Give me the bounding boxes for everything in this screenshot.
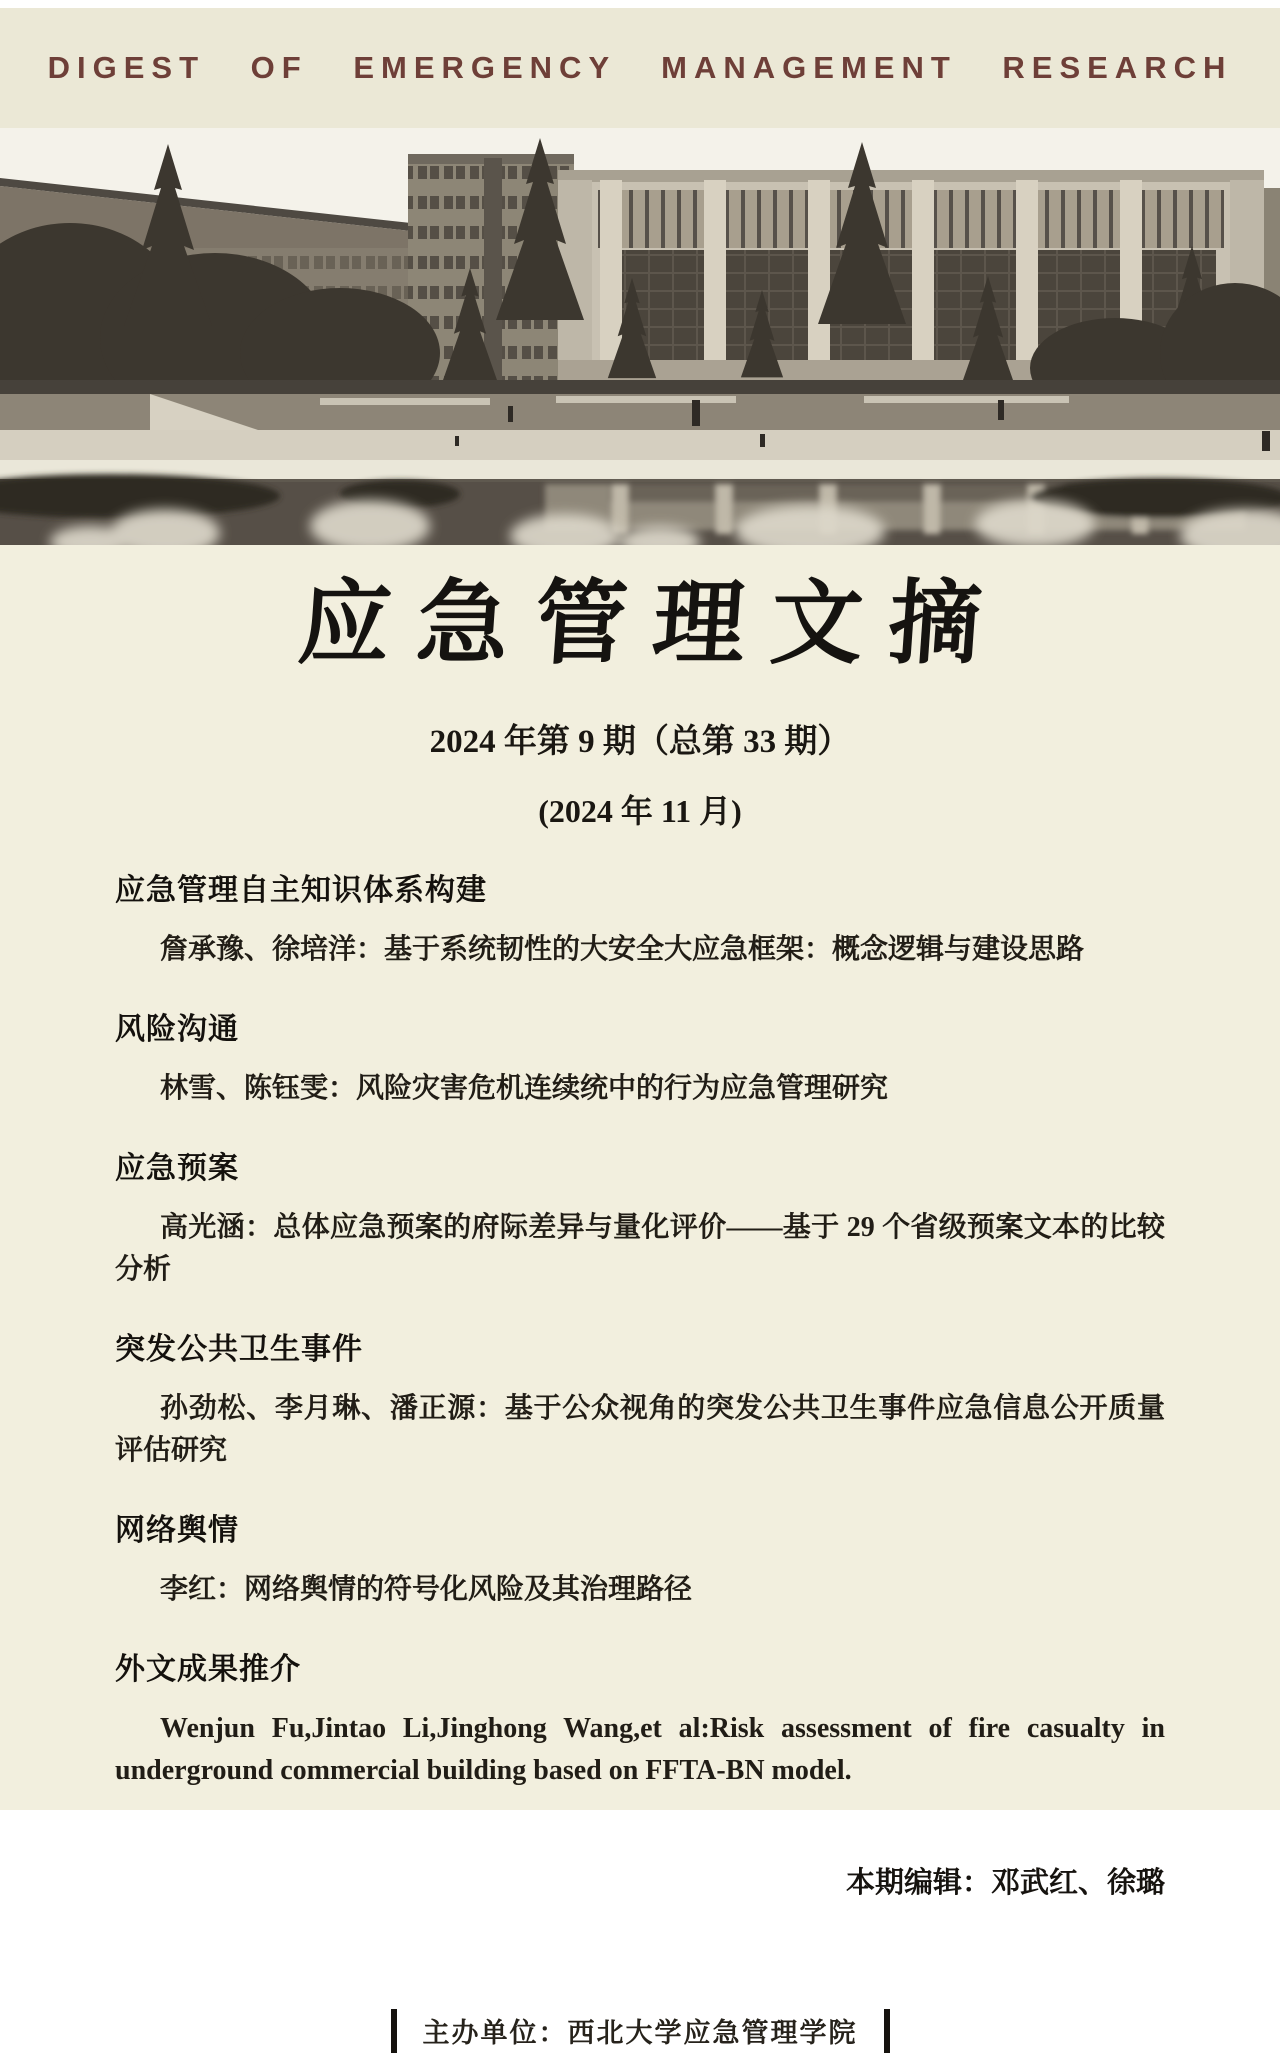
toc-article-item: 李红：网络舆情的符号化风险及其治理路径 bbox=[160, 1573, 693, 1605]
toc-article-item: 高光涵：总体应急预案的府际差异与量化评价——基于 29 个省级预案文本的比较分析 bbox=[115, 1211, 1165, 1285]
toc-section-heading: 应急管理自主知识体系构建 bbox=[115, 873, 487, 907]
toc-section-heading: 风险沟通 bbox=[115, 1012, 239, 1046]
issue-number-line: 2024 年第 9 期（总第 33 期） bbox=[429, 723, 851, 760]
toc-article-item: 孙劲松、李月琳、潘正源：基于公众视角的突发公共卫生事件应急信息公开质量评估研究 bbox=[115, 1392, 1165, 1466]
toc-article-item: Wenjun Fu,Jintao Li,Jinghong Wang,et al:Risk assessment of fire casualty in underground commercial building based on FFTA-BN model. bbox=[115, 1712, 1165, 1786]
toc-section-heading: 网络舆情 bbox=[115, 1513, 239, 1547]
organizer-text: 主办单位：西北大学应急管理学院 bbox=[422, 2018, 858, 2049]
issue-date-line: (2024 年 11 月) bbox=[538, 792, 742, 829]
editor-credit-line: 本期编辑：邓武红、徐璐 bbox=[845, 1866, 1165, 1899]
masthead bbox=[0, 8, 1280, 128]
footer-right-bar bbox=[884, 2009, 890, 2053]
table-of-contents bbox=[0, 865, 1280, 1792]
footer-left-bar bbox=[391, 2009, 397, 2053]
journal-title: 应急管理文摘 bbox=[295, 569, 1011, 677]
campus-photo-image bbox=[0, 128, 1280, 545]
toc-section-heading: 应急预案 bbox=[115, 1151, 239, 1185]
toc-article-item: 詹承豫、徐培洋：基于系统韧性的大安全大应急框架：概念逻辑与建设思路 bbox=[160, 933, 1085, 965]
top-margin-strip bbox=[0, 0, 1280, 8]
toc-article-item: 林雪、陈钰雯：风险灾害危机连续统中的行为应急管理研究 bbox=[160, 1072, 889, 1104]
toc-section-heading: 外文成果推介 bbox=[115, 1652, 301, 1686]
organizer-footer bbox=[0, 2009, 1280, 2053]
campus-photo bbox=[0, 128, 1280, 545]
toc-section-heading: 突发公共卫生事件 bbox=[115, 1332, 363, 1366]
masthead-title: DIGEST OF EMERGENCY MANAGEMENT RESEARCH bbox=[47, 50, 1233, 85]
